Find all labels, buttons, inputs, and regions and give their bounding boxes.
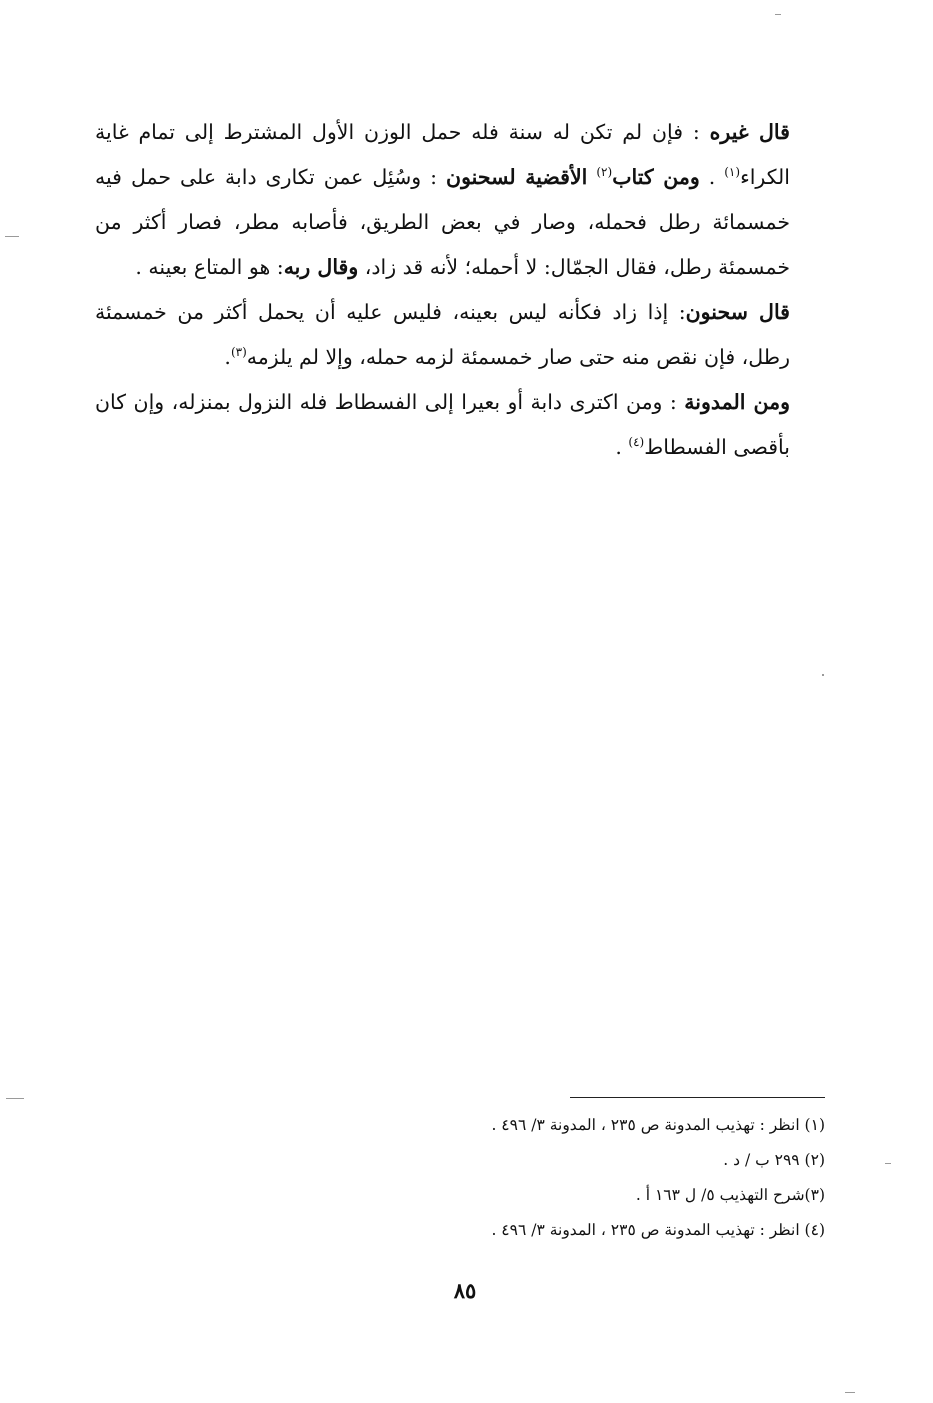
paragraph-lead: ومن المدونة xyxy=(684,390,790,414)
paragraph-lead: قال غيره xyxy=(709,120,790,144)
footnote: (٢) ٢٩٩ ب / د . xyxy=(723,1151,825,1169)
scan-speck xyxy=(6,1098,24,1099)
footnote-marker: (٣) xyxy=(230,345,247,360)
text-run xyxy=(587,165,596,189)
scan-speck xyxy=(822,674,824,676)
text-run: : إذا زاد فكأنه ليس بعينه، فليس عليه أن يحمل أكثر من خمسمئة رطل، فإن نقص منه حتى صار خمسمئة لزمه حمله، وإلا لم يلزمه xyxy=(95,300,790,369)
scan-speck xyxy=(845,1392,855,1393)
footnote-marker: (٤) xyxy=(628,435,645,450)
text-run: : وسُئِل عمن تكارى دابة على حمل فيه خمسمائة رطل فحمله، وصار في بعض الطريق، فأصابه مطر، فصار أكثر من خمسمئة رطل، فقال الجمّال: لا أحمله؛ لأنه قد زاد، xyxy=(95,165,790,279)
paragraph-lead: قال سحنون xyxy=(685,300,790,324)
paragraph xyxy=(95,290,790,380)
footnote-separator xyxy=(570,1097,825,1098)
paragraph xyxy=(95,380,790,470)
bold-phrase: الأقضية لسحنون xyxy=(446,165,588,189)
main-text xyxy=(95,110,790,470)
scan-speck xyxy=(5,236,19,237)
footnotes xyxy=(300,1108,825,1248)
page-number: ٨٥ xyxy=(453,1278,477,1303)
scan-speck xyxy=(775,14,781,15)
text-run: : هو المتاع بعينه . xyxy=(135,255,284,279)
text-run: . xyxy=(615,435,629,459)
text-run: : ومن اكترى دابة أو بعيرا إلى الفسطاط فله النزول بمنزله، وإن كان بأقصى الفسطاط xyxy=(95,390,790,459)
text-run: : فإن لم تكن له سنة فله حمل الوزن الأول المشترط إلى تمام غاية الكراء xyxy=(95,120,790,189)
footnote-marker: (٢) xyxy=(596,165,613,180)
paragraph xyxy=(95,110,790,290)
text-run: . xyxy=(699,165,725,189)
bold-phrase: وقال ربه xyxy=(283,255,359,279)
footnote: (٤) انظر : تهذيب المدونة ص ٢٣٥ ، المدونة ٣/ ٤٩٦ . xyxy=(491,1221,825,1239)
footnote: (٣)شرح التهذيب ٥/ ل ١٦٣ أ . xyxy=(635,1186,825,1204)
footnote-marker: (١) xyxy=(724,165,741,180)
footnote: (١) انظر : تهذيب المدونة ص ٢٣٥ ، المدونة ٣/ ٤٩٦ . xyxy=(491,1116,825,1134)
scan-speck xyxy=(885,1163,891,1164)
bold-phrase: ومن كتاب xyxy=(612,165,700,189)
text-run: . xyxy=(224,345,231,369)
